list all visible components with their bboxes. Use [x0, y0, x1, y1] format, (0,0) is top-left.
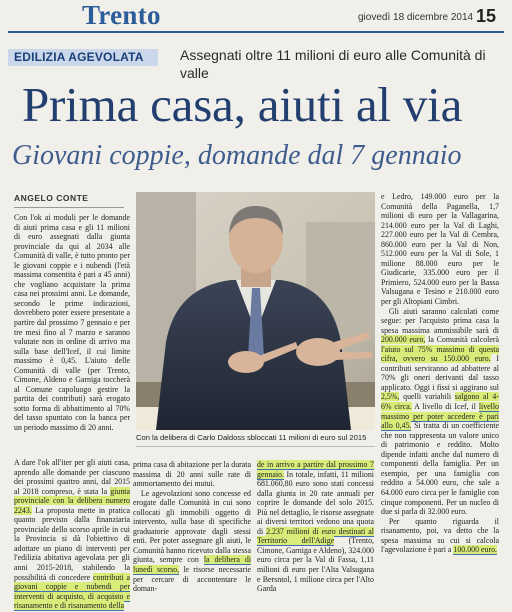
highlighted-text: 200.000 euro, [381, 335, 426, 345]
highlighted-text: contributi a giovani coppie e nubendi per interventi di acquisto, di acquisto e risanamento e di risanamento della [14, 572, 130, 611]
paragraph-1: Con l'ok ai moduli per le domande di aiuti prima casa e gli 11 milioni di euro assegnati dalla giunta provinciale da qui al 2034 alle Comunità di valle, è tutto pronto per le giovani coppie e i nubendi (l'età massima consentita è pari a 45 anni) che vogliano acquistare la prima casa nei prossimi anni. Le domande, secondo le prime indicazioni, dovrebbero poter essere presentate a partire dal prossimo 7 gennaio e per tre mesi fino al 7 marzo e saranno valutate non in ordine di arrivo ma sulla base dell'Icef, il cui limite massimo è 0,45. L'aiuto delle Comunità di valle (per Trento, Cimone, Aldeno e Garniga toccherà al Comune capoluogo gestire la partita dei contributi) sarà erogato sotto forma di abbattimento al 70% del tasso spuntato con la banca per un periodo massimo di 20 anni. [14, 213, 130, 433]
article-photo [136, 192, 375, 430]
text-span: La proposta mette in pratica quanto previsto dalla finanziaria provinciale dello scorso aprile in cui la Provincia si dà l'obiettivo di adottare un piano di interventi per l'edilizia abitativa agevolata per gli anni 2015-2018, stabilendo la possibilità di concedere [14, 505, 130, 582]
kicker: EDILIZIA AGEVOLATA [14, 50, 144, 64]
headline: Prima casa, aiuti al via [22, 77, 463, 132]
highlighted-text: 100.000 euro. [453, 545, 498, 555]
text-span: Si tratta di un coefficiente che non rappresenta un valore unico di patrimonio e reddito. Molto dipende infatti anche dal numero di componenti della famiglia. Per un esempio, per una famiglia con reddito a 54.000 euro, che sale a 64.000 euro circa per le famiglie con cinque componenti. Per un nucleo di due si parla di 32.000 euro. [381, 421, 499, 517]
highlighted-text: l'aiuto sul 75% massimo di questa cifra, ovvero su 150.000 euro. [381, 344, 499, 364]
article-column-1-bottom [14, 458, 130, 611]
byline: ANGELO CONTE [14, 193, 89, 203]
text-span: Per quanto riguarda il risanamento, poi, va detto che la spesa massima su cui si calcola l'agevolazione è pari a [381, 516, 499, 555]
article-column-3 [257, 460, 374, 594]
header-rule [8, 31, 504, 33]
highlighted-text: la delibera di lunedì scorso, [133, 555, 252, 575]
highlighted-text: livello massimo per poter accedere è pari allo 0,45. [381, 402, 499, 431]
paragraph-2 [14, 458, 130, 611]
text-span: A livello di Icef, il [411, 402, 479, 412]
article-column-4 [381, 192, 499, 555]
photo-caption: Con la delibera di Carlo Daldoss sbloccati 11 milioni di euro sul 2015 [136, 433, 367, 442]
issue-date: giovedì 18 dicembre 2014 [358, 12, 474, 23]
text-span: Gli aiuti saranno calcolati come segue: per l'acquisto prima casa la spesa massima ammissibile sarà di [381, 306, 499, 335]
text-span: Le agevolazioni sono concesse ed erogate dalle Comunità in cui sono collocati gli immobili oggetto di intervento, sulla base di specifiche graduatorie approvate dagli stessi enti. Per poter assegnare gli aiuti, le Comunità hanno ricevuto dalla stessa giunta, sempre con [133, 488, 251, 565]
text-span: la Comunità calcolerà [425, 335, 499, 345]
text-span: le risorse necessarie per cercare di accontentare le doman- [133, 565, 251, 594]
subheadline: Giovani coppie, domande dal 7 gennaio [12, 140, 462, 171]
text-span: In totale, infatti, 11 milioni 681.060,80 euro sono stati concessi dalla giunta in 20 rate annuali per coprire le domande del solo 2015. Più nel dettaglio, le risorse assegnate ai diversi territori vedono una quota di [257, 469, 374, 536]
section-title: Trento [82, 0, 161, 30]
paragraph-6: e Ledro, 149.000 euro per la Comunità della Paganella, 1,7 milioni di euro per la Vallagarina, 214.000 euro per la Val di Laghi, 227.000 euro per la Val di Cembra, 860.000 euro per la Val di Non, 512.000 euro per la Val di Sole, 1 milione 88.000 euro per le Giudicarie, 335.000 euro per il Primiero, 524.000 euro per la Bassa Valsugana e Tesino e 210.000 euro per gli Altopiani Cimbri. [381, 192, 499, 307]
overline: Assegnati oltre 11 milioni di euro alle Comunità di valle [180, 47, 486, 81]
paragraph-7 [381, 307, 499, 517]
paragraph-8 [381, 517, 499, 555]
text-span: A dare l'ok all'iter per gli aiuti casa, aprendo alle domande per ciascuno dei prossimi quattro anni, dal 2015 al 2018 compreso, è stata la [14, 458, 130, 496]
caption-rule [136, 446, 375, 447]
highlighted-text: de in arrivo a partire dal prossimo 7 gennaio. [257, 460, 374, 479]
byline-rule [14, 207, 124, 208]
paragraph-5 [257, 460, 374, 594]
text-span: (Trento, Cimone, Garniga e Aldeno), 324.000 euro circa per la Val di Fassa, 1,11 milioni di euro per l'Alta Valsugana e Bersntol, 1 milione circa per l'Alto Garda [257, 536, 374, 594]
highlighted-text: 2.237 milioni di euro destinati al Territorio dell'Adige [257, 526, 374, 546]
page-number: 15 [476, 6, 497, 26]
text-span: I contributi serviranno ad abbattere al 70% gli oneri derivanti dal tasso applicato. Oggi i fissi si aggirano sul [381, 354, 499, 392]
paragraph-4 [133, 489, 251, 594]
photo-portrait [136, 192, 375, 430]
text-span: quelli variabili [399, 392, 455, 402]
article-column-2 [133, 460, 251, 594]
highlighted-text: 2,5%, [381, 392, 400, 402]
article-column-1 [14, 213, 130, 433]
highlighted-text: giunta provinciale con la delibera numero 2243. [14, 486, 130, 515]
paragraph-3: prima casa di abitazione per la durata massima di 20 anni sulle rate di ammortamento dei mutui. [133, 460, 251, 489]
highlighted-text: salgono al 4-6% circa. [381, 392, 499, 412]
